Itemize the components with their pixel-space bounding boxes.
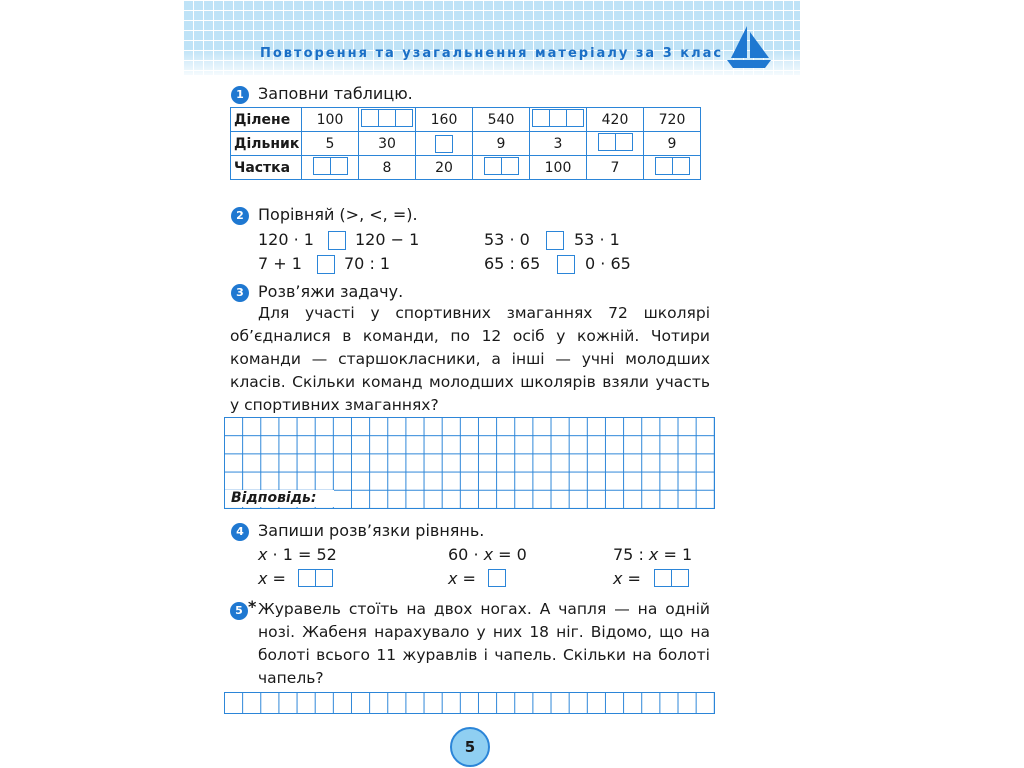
task3-text: Для участі у спортивних змаганнях 72 школярі об’єдналися в команди, по 12 осіб у кожній. Чотири команди — старшокласники, а інші — учні молодших класів. Скільки команд молодших школярів взяли участь у спортивних змаганнях? xyxy=(230,304,710,414)
page-number: 5 xyxy=(450,727,490,767)
table-cell: 8 xyxy=(359,156,416,180)
task2-title: Порівняй (>, <, =). xyxy=(258,205,418,224)
task-number-2: 2 xyxy=(231,207,249,225)
compare-box[interactable] xyxy=(546,231,564,250)
compare-box[interactable] xyxy=(317,255,335,274)
table-cell: 160 xyxy=(416,108,473,132)
answer-cell[interactable] xyxy=(302,156,359,180)
answer-boxes[interactable] xyxy=(488,569,506,587)
compare-right: 53 · 1 xyxy=(574,230,620,249)
fill-table xyxy=(230,107,701,180)
answer-cell[interactable] xyxy=(416,132,473,156)
compare-box[interactable] xyxy=(557,255,575,274)
table-cell: 20 xyxy=(416,156,473,180)
equation: 75 : x = 1 xyxy=(613,545,693,564)
task1-title: Заповни таблицю. xyxy=(258,84,413,103)
table-cell: 3 xyxy=(530,132,587,156)
row-label: Ділене xyxy=(231,108,302,132)
answer-cell[interactable] xyxy=(473,156,530,180)
answer-cell[interactable] xyxy=(530,108,587,132)
equation: x · 1 = 52 xyxy=(258,545,337,564)
table-cell: 30 xyxy=(359,132,416,156)
compare-right: 120 − 1 xyxy=(355,230,420,249)
answer-prefix: x = xyxy=(448,569,476,588)
table-cell: 420 xyxy=(587,108,644,132)
challenge-star: * xyxy=(248,597,257,616)
table-cell: 720 xyxy=(644,108,701,132)
sailboat-icon xyxy=(725,24,773,70)
table-cell: 100 xyxy=(302,108,359,132)
table-cell: 7 xyxy=(587,156,644,180)
answer-boxes[interactable] xyxy=(298,569,333,587)
table-row xyxy=(231,132,701,156)
table-row xyxy=(231,156,701,180)
answer-strip[interactable] xyxy=(224,692,715,714)
answer-cell[interactable] xyxy=(644,156,701,180)
answer-cell[interactable] xyxy=(587,132,644,156)
task-number-5: 5 xyxy=(230,602,248,620)
table-row xyxy=(231,108,701,132)
table-cell: 100 xyxy=(530,156,587,180)
answer-prefix: x = xyxy=(258,569,286,588)
header-title: Повторення та узагальнення матеріалу за 3 клас xyxy=(260,46,724,61)
row-label: Дільник xyxy=(231,132,302,156)
table-cell: 5 xyxy=(302,132,359,156)
compare-left: 65 : 65 xyxy=(484,254,541,273)
compare-left: 120 · 1 xyxy=(258,230,314,249)
task-number-1: 1 xyxy=(231,86,249,104)
equation: 60 · x = 0 xyxy=(448,545,527,564)
table-cell: 9 xyxy=(644,132,701,156)
answer-cell[interactable] xyxy=(359,108,416,132)
task4-title: Запиши розв’язки рівнянь. xyxy=(258,521,485,540)
answer-label: Відповідь: xyxy=(225,490,334,507)
answer-prefix: x = xyxy=(613,569,641,588)
answer-boxes[interactable] xyxy=(654,569,689,587)
task5-text: Журавель стоїть на двох ногах. А чапля — на одній нозі. Жабеня нарахувало у них 18 ніг. Відомо, що на болоті всього 11 журавлів і чапель. Скільки на болоті чапель? xyxy=(258,600,710,687)
compare-box[interactable] xyxy=(328,231,346,250)
compare-left: 7 + 1 xyxy=(258,254,302,273)
compare-right: 0 · 65 xyxy=(585,254,631,273)
compare-left: 53 · 0 xyxy=(484,230,530,249)
row-label: Частка xyxy=(231,156,302,180)
task3-title: Розв’яжи задачу. xyxy=(258,282,404,301)
compare-right: 70 : 1 xyxy=(344,254,391,273)
task-number-3: 3 xyxy=(231,284,249,302)
table-cell: 540 xyxy=(473,108,530,132)
table-cell: 9 xyxy=(473,132,530,156)
task-number-4: 4 xyxy=(231,523,249,541)
page-header xyxy=(183,0,800,75)
